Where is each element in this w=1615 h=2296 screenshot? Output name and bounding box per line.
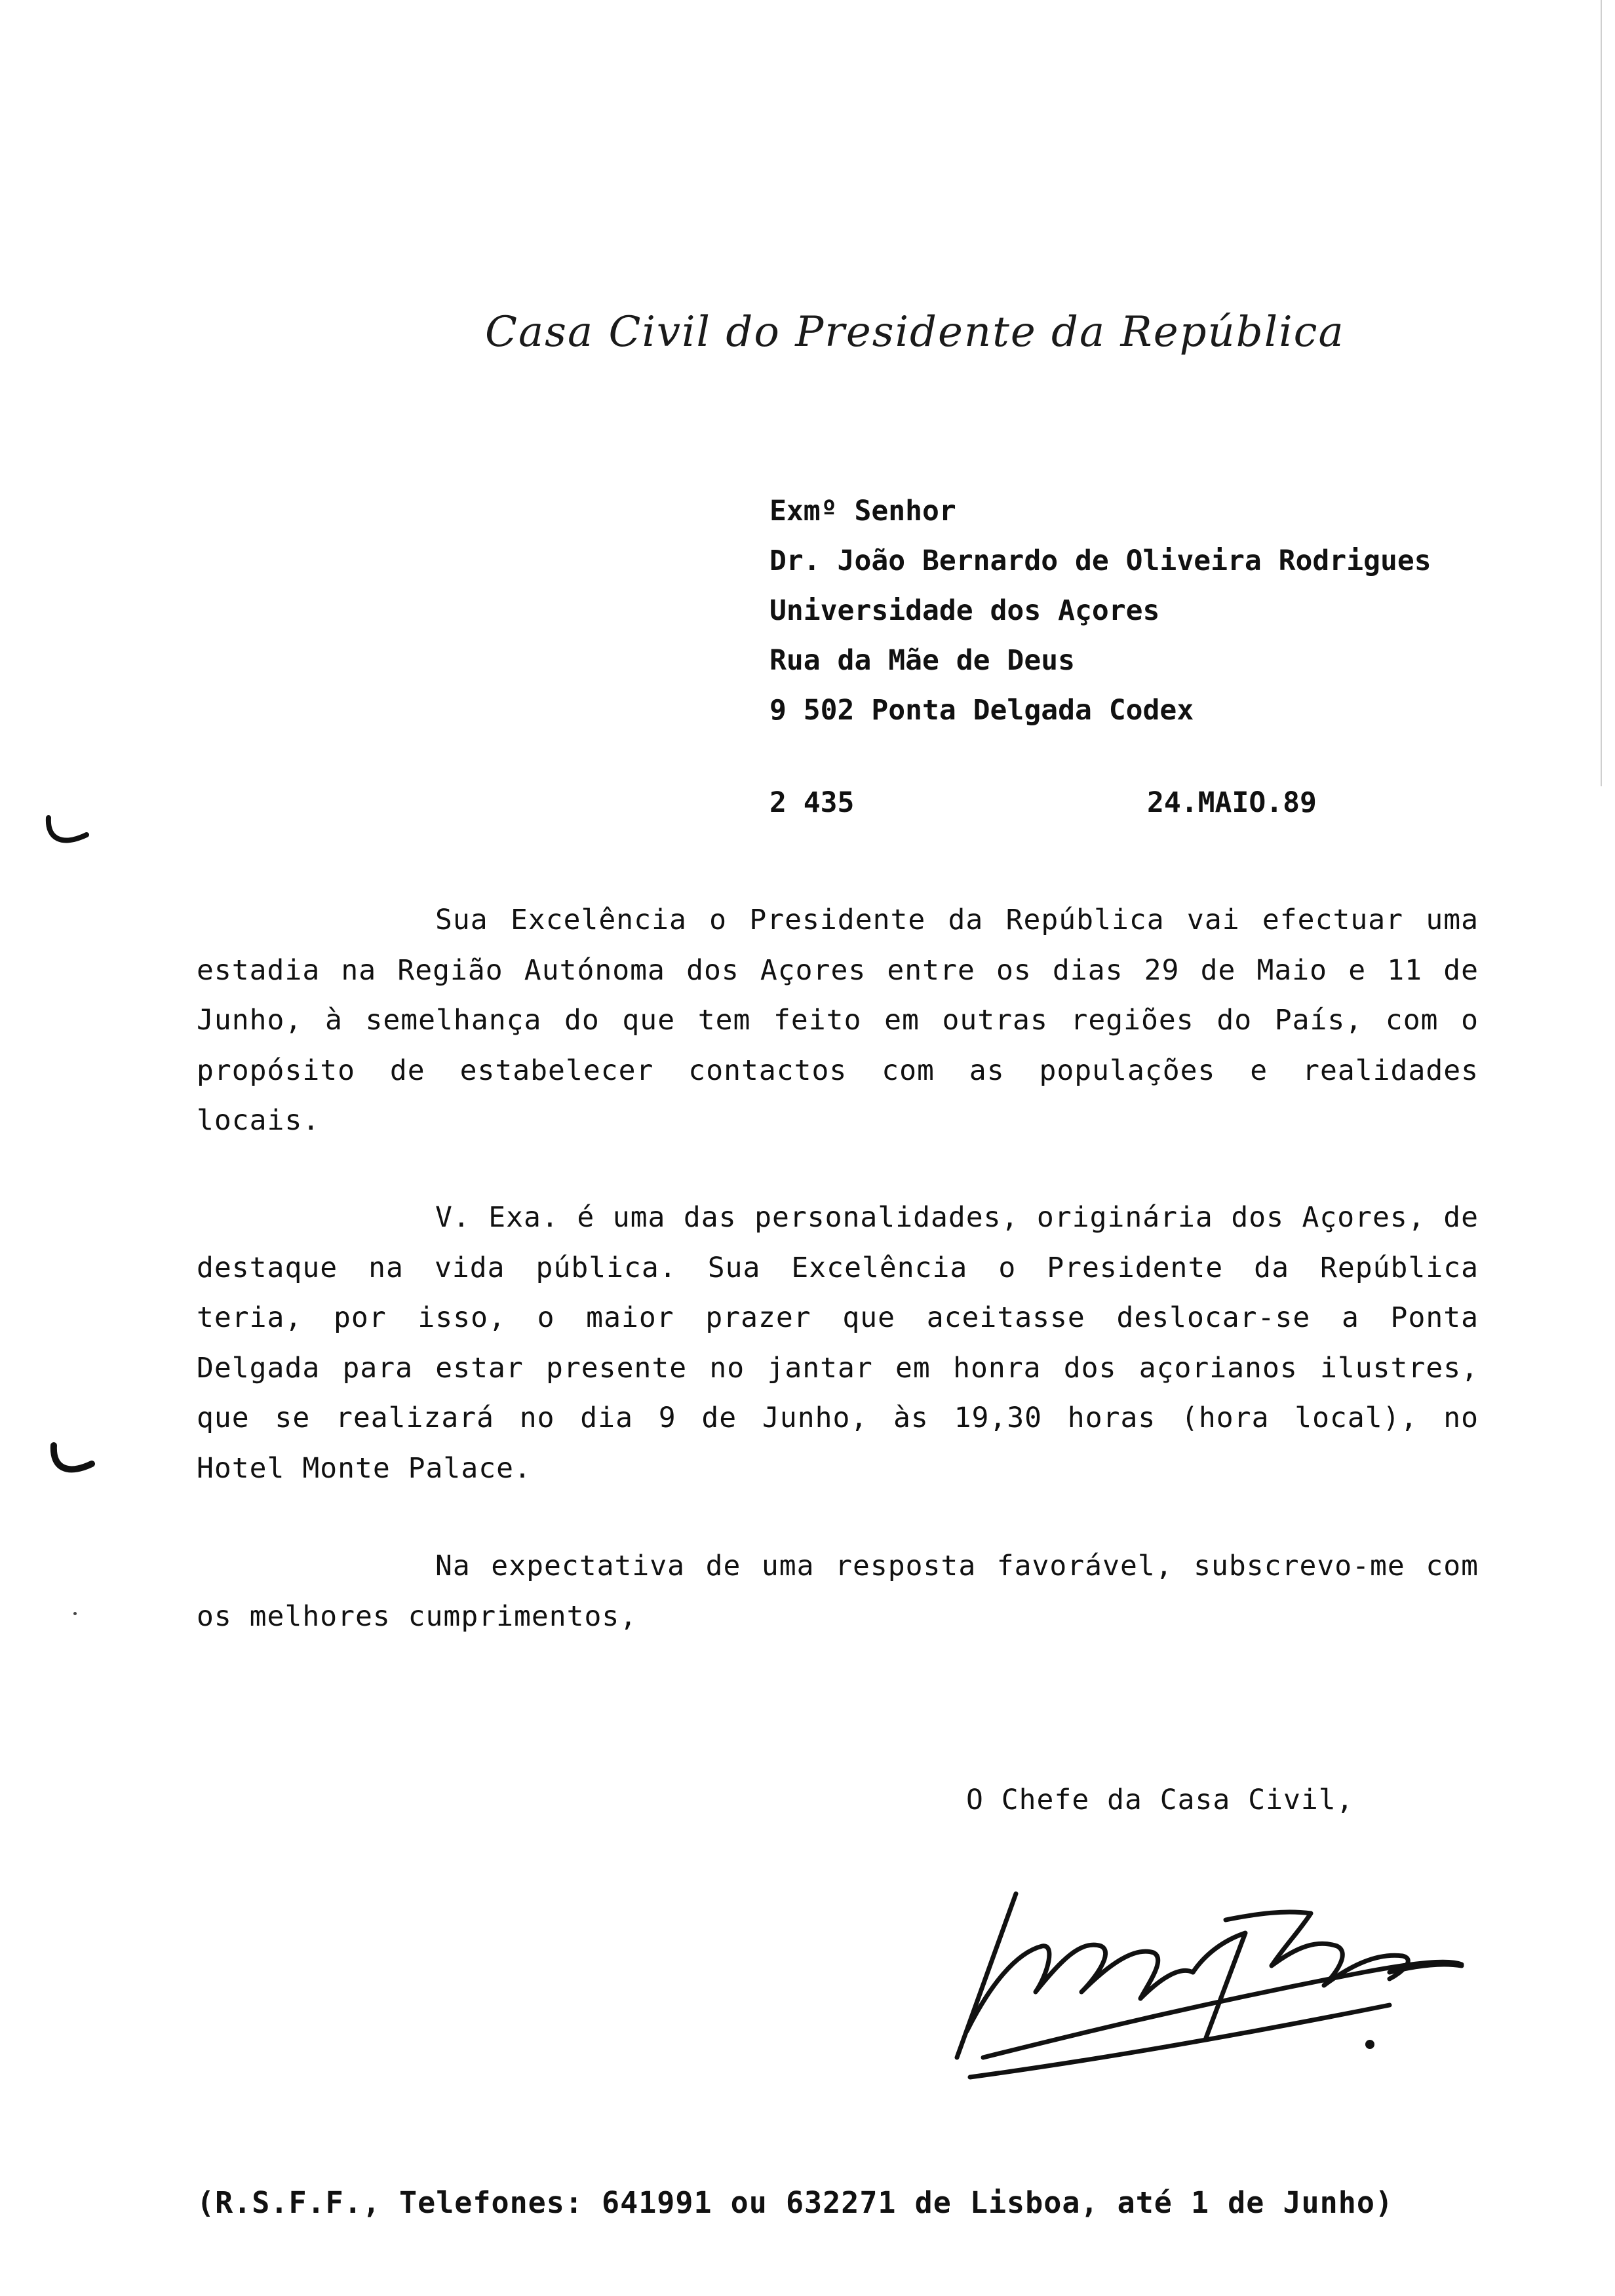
paragraph-text: Na expectativa de uma resposta favorável, subscrevo-me com os melhores cumprimentos,	[197, 1550, 1479, 1633]
paragraph-text: V. Exa. é uma das personalidades, originária dos Açores, de destaque na vida pública. Sua Excelência o Presidente da República teria, por isso, o maior prazer que aceitasse deslocar-se a Ponta Delgada para estar presente no jantar em honra dos açorianos ilustres, que se realizará no dia 9 de Junho, às 19,30 horas (hora local), no Hotel Monte Palace.	[197, 1201, 1479, 1485]
handwritten-signature-icon	[918, 1841, 1468, 2090]
recipient-address	[769, 486, 1431, 735]
body-paragraph-2	[197, 1193, 1479, 1493]
body-paragraph-1	[197, 895, 1479, 1146]
letter-date: 24.MAIO.89	[1147, 786, 1317, 819]
closing-line: O Chefe da Casa Civil,	[966, 1784, 1354, 1816]
letterhead: Casa Civil do Presidente da República	[485, 308, 1345, 356]
body-paragraph-3	[197, 1541, 1479, 1641]
punch-hole-mark-icon	[50, 1442, 96, 1481]
page-edge-line	[1601, 0, 1602, 786]
punch-hole-mark-icon	[45, 813, 90, 852]
reference-number: 2 435	[769, 786, 855, 819]
footer-note: (R.S.F.F., Telefones: 641991 ou 632271 de Lisboa, até 1 de Junho)	[197, 2185, 1393, 2220]
paragraph-text: Sua Excelência o Presidente da República vai efectuar uma estadia na Região Autónoma dos Açores entre os dias 29 de Maio e 11 de Junho, à semelhança do que tem feito em outras regiões do País, com o propósito de estabelecer contactos com as populações e realidades locais.	[197, 904, 1479, 1137]
recipient-institution: Universidade dos Açores	[769, 594, 1160, 627]
recipient-city: 9 502 Ponta Delgada Codex	[769, 694, 1194, 727]
recipient-name: Dr. João Bernardo de Oliveira Rodrigues	[769, 545, 1431, 577]
paper-speck	[73, 1612, 77, 1615]
recipient-salutation: Exmº Senhor	[769, 495, 956, 527]
recipient-street: Rua da Mãe de Deus	[769, 644, 1075, 677]
